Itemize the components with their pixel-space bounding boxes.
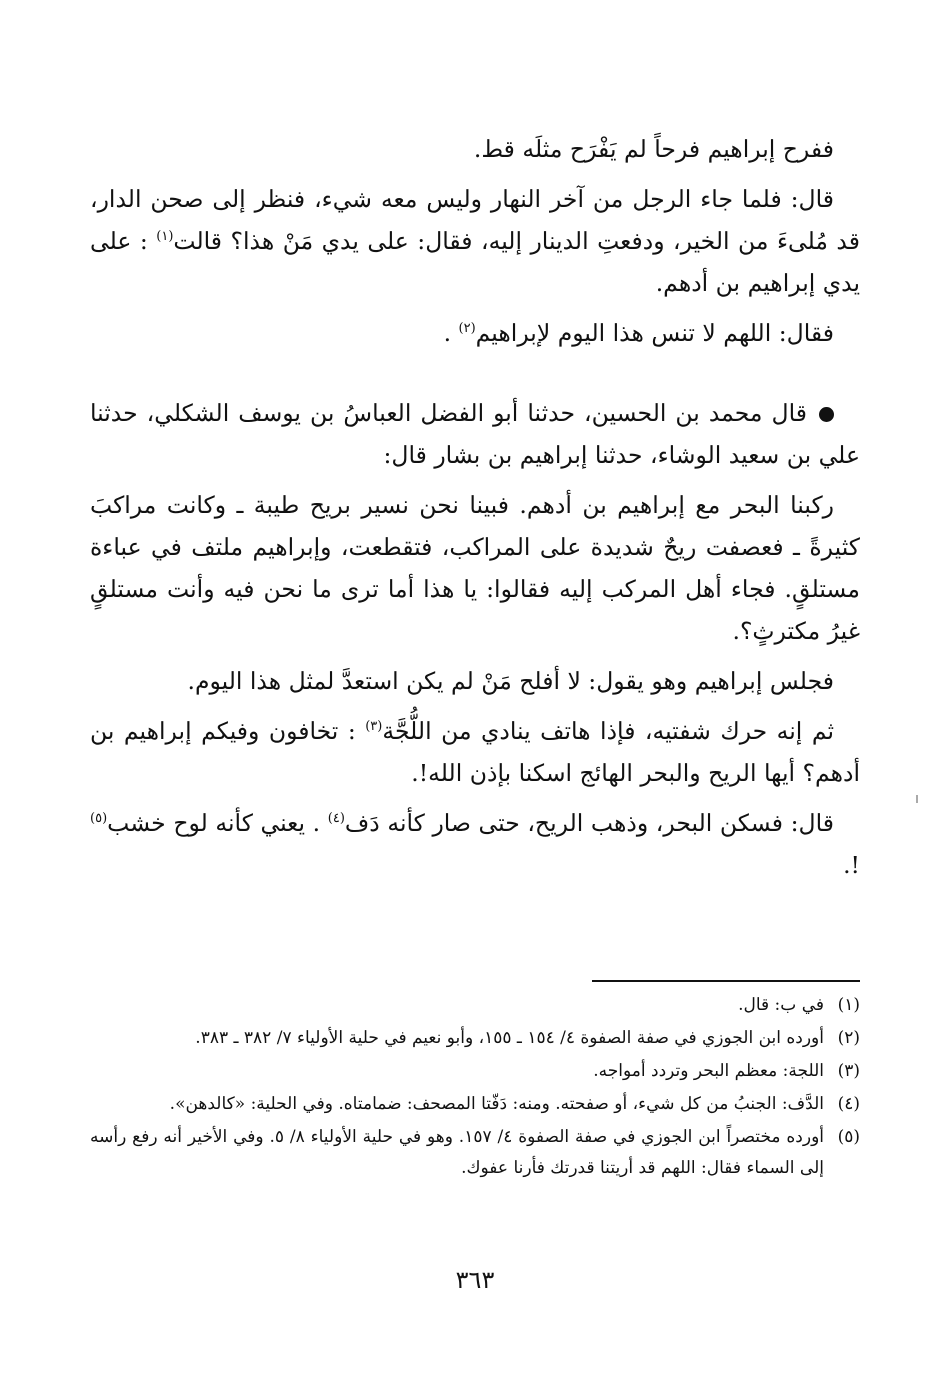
paragraph-3: فقال: اللهم لا تنس هذا اليوم لإبراهيم$^{(٢)}$ .: [443, 319, 834, 347]
bullet-icon: [819, 407, 834, 422]
paragraph-8: قال: فسكن البحر، وذهب الريح، حتى صار كأنه دَف$^{(٤)}$ . يعني كأنه لوح خشب$^{(٥)}$ !.: [90, 809, 860, 879]
page-number: ٣٦٣: [455, 1266, 495, 1294]
footnote: (٥) أورده مختصراً ابن الجوزي في صفة الصفوة ٤/ ١٥٧. وهو في حلية الأولياء ٨/ ٥. وفي الأخير أنه رفع رأسه إلى السماء فقال: اللهم قد أريتنا قدرتك فأرنا عفوك.: [90, 1127, 860, 1178]
footnote-divider: [592, 980, 860, 982]
footnote: (٢) أورده ابن الجوزي في صفة الصفوة ٤/ ١٥٤ ـ ١٥٥، وأبو نعيم في حلية الأولياء ٧/ ٣٨٢ ـ ٣٨٣.: [195, 1028, 860, 1048]
footnote: (٣) اللجة: معظم البحر وتردد أمواجه.: [593, 1061, 860, 1081]
paragraph-6: فجلس إبراهيم وهو يقول: لا أفلح مَنْ لم يكن استعدَّ لمثل هذا اليوم.: [187, 667, 834, 695]
footnote-ref-3: (٣): [365, 719, 383, 735]
footnote-ref-5: (٥): [90, 811, 108, 827]
paragraph-5: ركبنا البحر مع إبراهيم بن أدهم. فبينا نحن نسير بريح طيبة ـ وكانت مراكبَ كثيرةً ـ فعصفت ريحٌ شديدة على المراكب، فتقطعت، وإبراهيم ملتف في عباءة مستلقٍ. فجاء أهل المركب إليه فقالوا: يا هذا أما ترى ما نحن فيه وأنت مستلقٍ غيرُ مكترثٍ؟.: [90, 491, 860, 645]
paragraph-2: قال: فلما جاء الرجل من آخر النهار وليس معه شيء، فنظر إلى صحن الدار، قد مُلىءَ من الخير، ودفعتِ الدينار إليه، فقال: على يدي مَنْ هذا؟ قالت$^{(١)}$ : على يدي إبراهيم بن أدهم.: [90, 185, 861, 297]
paragraph-7: ثم إنه حرك شفتيه، فإذا هاتف ينادي من اللُّجَّة$^{(٣)}$ : تخافون وفيكم إبراهيم بن أدهم؟ أيها الريح والبحر الهائج اسكنا بإذن الله!.: [90, 717, 860, 787]
footnote-ref-4: (٤): [327, 811, 345, 827]
paragraph-1: ففرح إبراهيم فرحاً لم يَفْرَح مثلَه قط.: [473, 135, 834, 163]
margin-mark: [916, 795, 918, 803]
footnotes: [90, 990, 860, 1186]
paragraph-4: قال محمد بن الحسين، حدثنا أبو الفضل العباسُ بن يوسف الشكلي، حدثنا علي بن سعيد الوشاء، حدثنا إبراهيم بن بشار قال:: [90, 399, 860, 469]
footnote: (٤) الدَّف: الجنبُ من كل شيء، أو صفحته. ومنه: دَفّتا المصحف: ضمامتاه. وفي الحلية: «كالدهن».: [169, 1094, 860, 1114]
main-text: [90, 128, 860, 894]
footnote: (١) في ب: قال.: [738, 995, 860, 1015]
footnote-ref-2: (٢): [458, 321, 476, 337]
footnote-ref-1: (١): [156, 229, 174, 245]
